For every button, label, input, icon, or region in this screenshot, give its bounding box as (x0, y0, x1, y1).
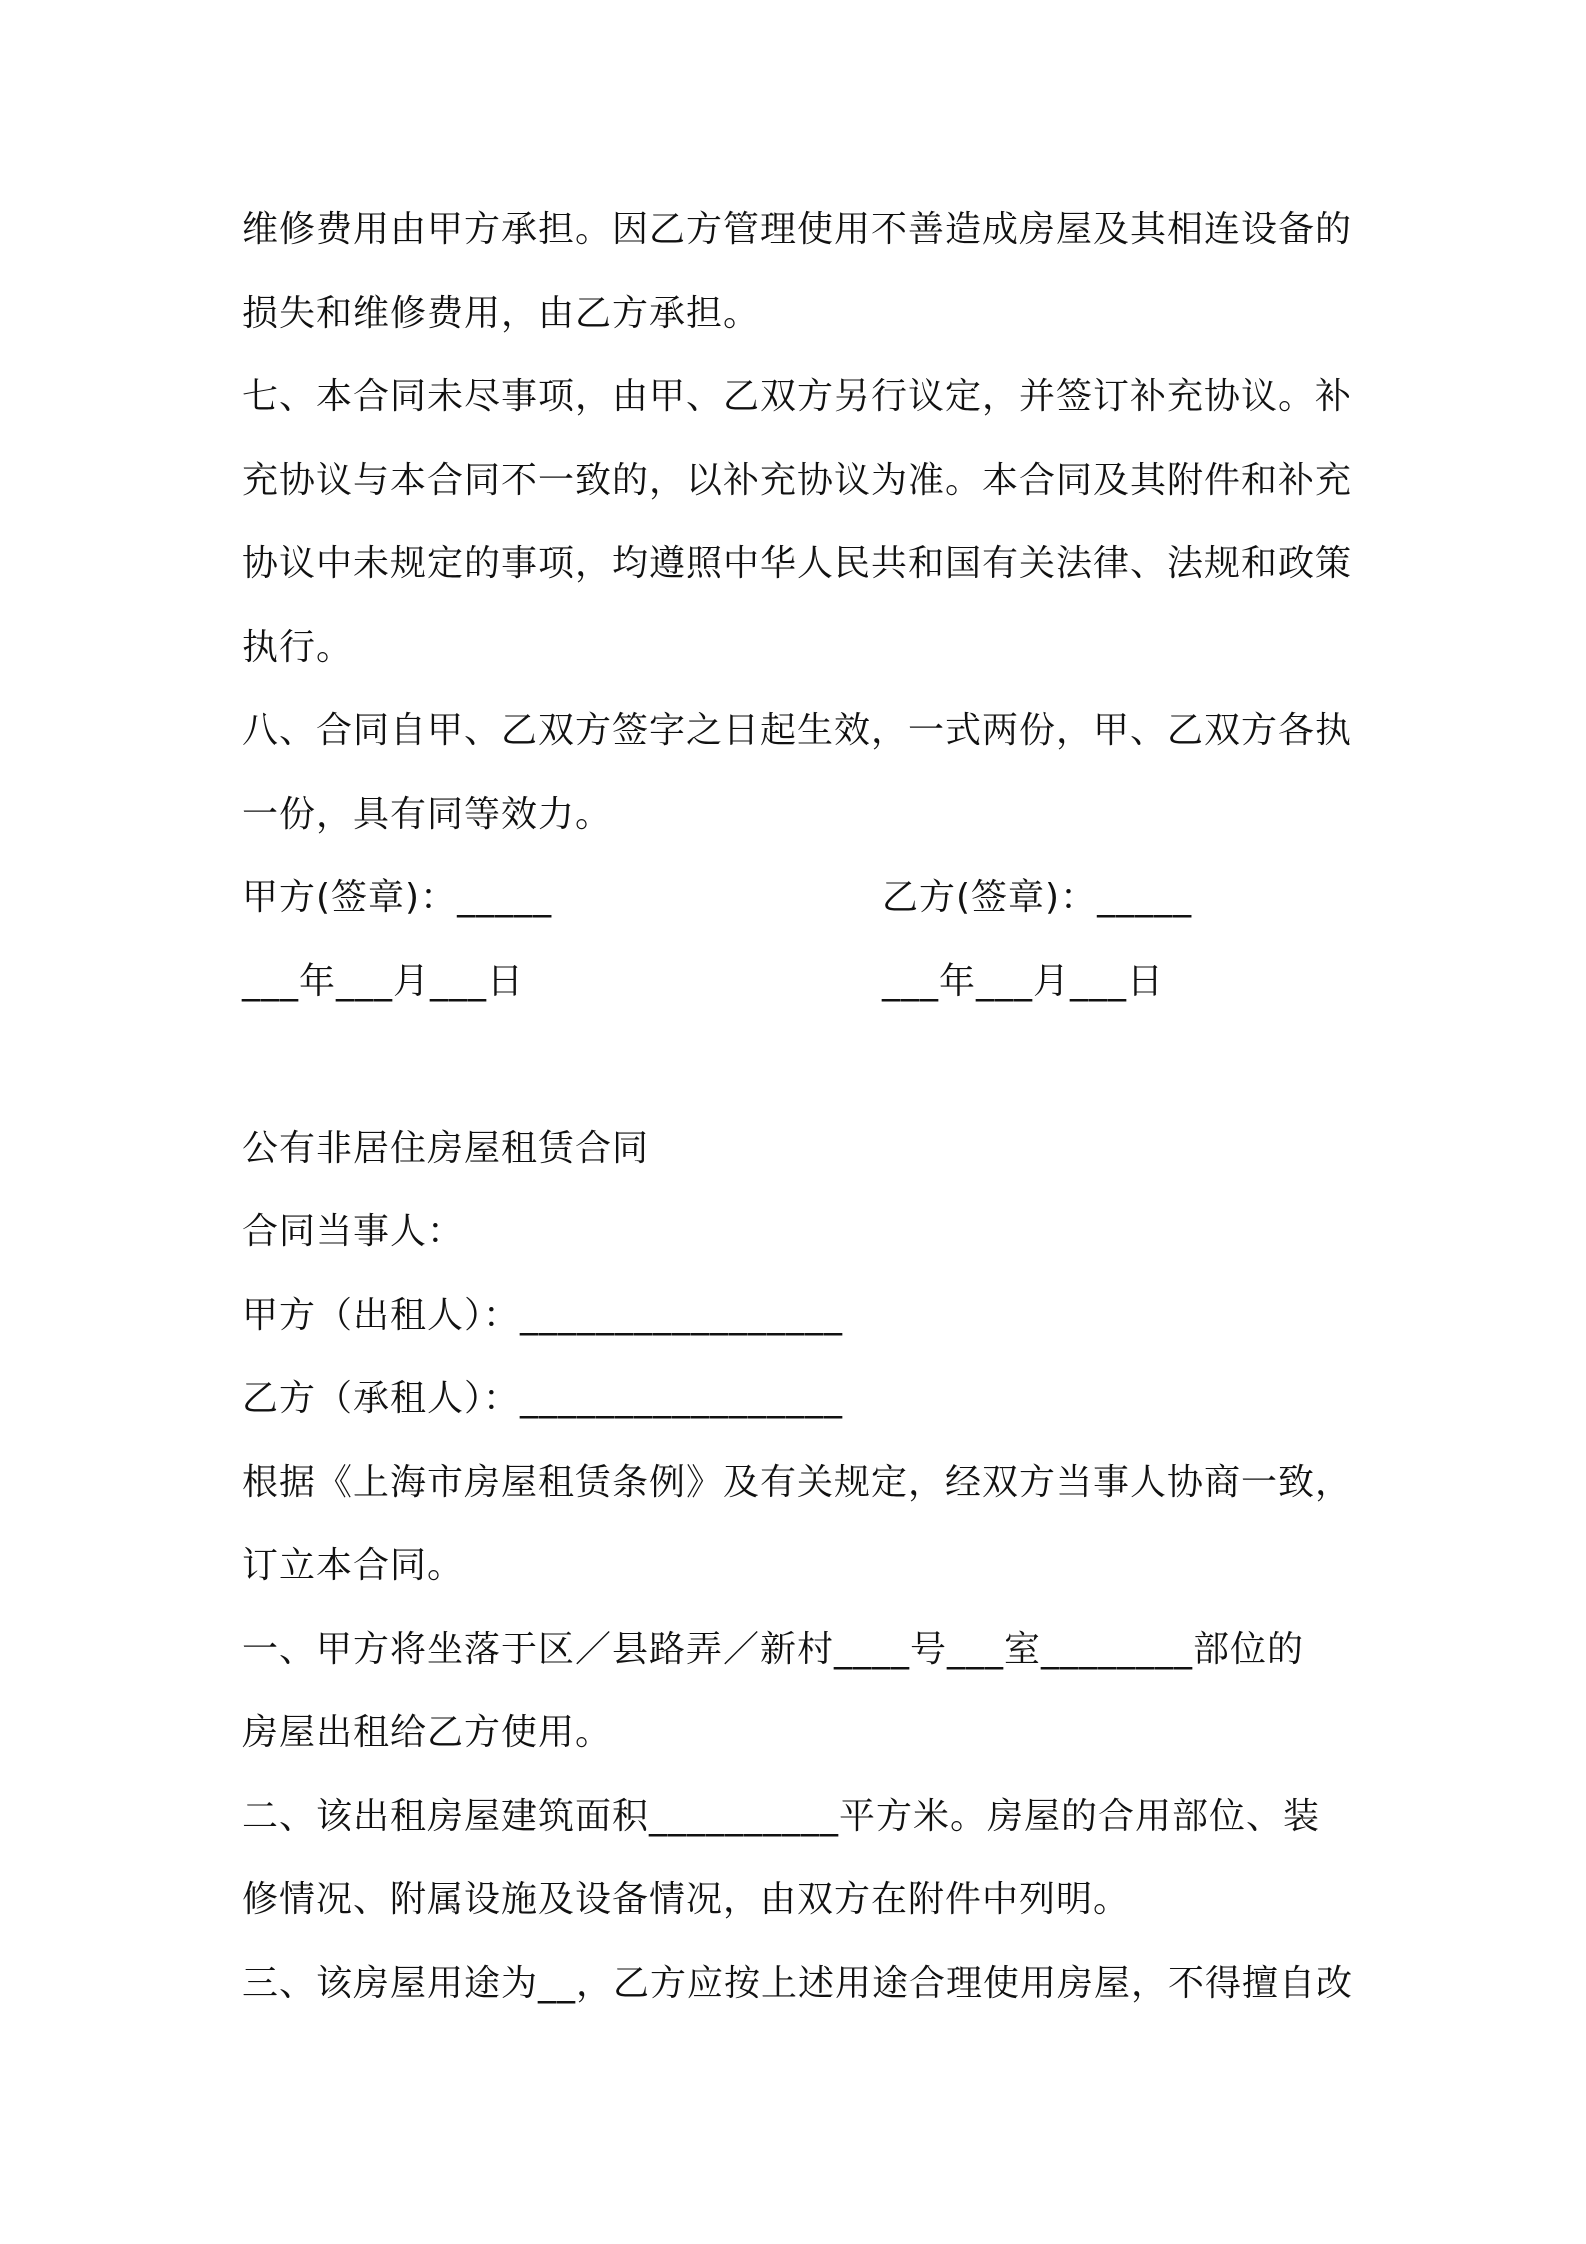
party-a-signature: 甲方(签章)：_____ (242, 877, 553, 918)
lessee-field: 乙方（承租人）：_________________ (242, 1378, 844, 1419)
text-line: 八、合同自甲、乙双方签字之日起生效，一式两份，甲、乙双方各执 (242, 710, 1353, 751)
text-line: 一、甲方将坐落于区／县路弄／新村____号___室________部位的 (242, 1629, 1305, 1670)
lessor-field: 甲方（出租人）：_________________ (242, 1295, 844, 1336)
parties-heading: 合同当事人： (242, 1211, 465, 1252)
text-line: 二、该出租房屋建筑面积__________平方米。房屋的合用部位、装 (242, 1796, 1321, 1837)
party-a-date: ___年___月___日 (242, 961, 525, 1002)
text-line: 七、本合同未尽事项，由甲、乙双方另行议定，并签订补充协议。补 (242, 376, 1353, 417)
text-line: 执行。 (242, 627, 354, 668)
text-line: 充协议与本合同不一致的，以补充协议为准。本合同及其附件和补充 (242, 460, 1353, 501)
party-b-date: ___年___月___日 (882, 961, 1165, 1002)
text-line: 根据《上海市房屋租赁条例》及有关规定，经双方当事人协商一致， (242, 1462, 1353, 1503)
contract-title: 公有非居住房屋租赁合同 (242, 1128, 650, 1169)
text-line: 修情况、附属设施及设备情况，由双方在附件中列明。 (242, 1879, 1131, 1920)
party-b-signature: 乙方(签章)：_____ (882, 877, 1193, 918)
text-line: 三、该房屋用途为__，乙方应按上述用途合理使用房屋，不得擅自改 (242, 1963, 1354, 2004)
text-line: 订立本合同。 (242, 1545, 465, 1586)
text-line: 协议中未规定的事项，均遵照中华人民共和国有关法律、法规和政策 (242, 543, 1353, 584)
text-line: 一份，具有同等效力。 (242, 794, 613, 835)
text-line: 房屋出租给乙方使用。 (242, 1712, 613, 1753)
text-line: 损失和维修费用，由乙方承担。 (242, 293, 761, 334)
text-line: 维修费用由甲方承担。因乙方管理使用不善造成房屋及其相连设备的 (242, 209, 1353, 250)
